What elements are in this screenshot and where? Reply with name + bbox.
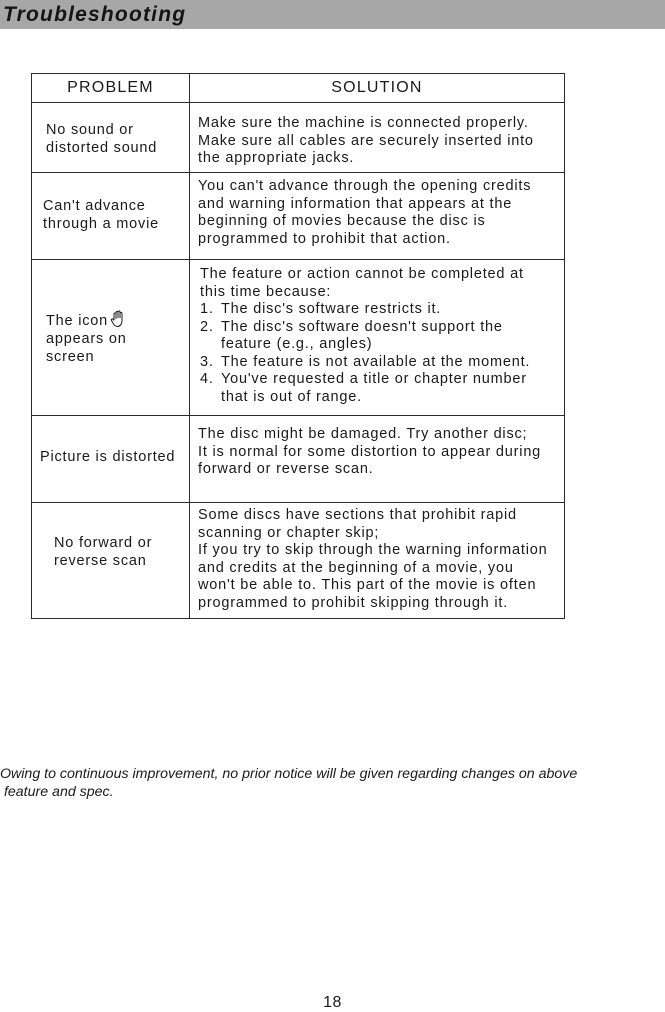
solution-text: forward or reverse scan. — [198, 461, 374, 477]
problem-text: No forward or — [54, 535, 153, 551]
table-row — [32, 503, 565, 619]
problem-cell — [32, 260, 190, 416]
column-header-problem: PROBLEM — [32, 74, 190, 103]
problem-text: Can't advance — [43, 198, 146, 214]
list-item: 3. The feature is not available at the moment. — [200, 353, 531, 370]
problem-text: No sound or — [46, 122, 134, 138]
problem-text: through a movie — [43, 216, 159, 232]
troubleshooting-table — [31, 73, 565, 619]
header-bar — [0, 0, 665, 29]
solution-text: Make sure all cables are securely inserted into — [198, 132, 534, 149]
solution-cell — [190, 503, 565, 619]
solution-text: Make sure the machine is connected properly. — [198, 115, 529, 131]
solution-text: scanning or chapter skip; — [198, 524, 380, 541]
solution-text: won't be able to. This part of the movie is often — [198, 577, 537, 593]
solution-text: the appropriate jacks. — [198, 150, 355, 166]
solution-cell — [190, 260, 565, 416]
list-item: 1. The disc's software restricts it. — [200, 301, 442, 317]
solution-text: If you try to skip through the warning information — [198, 542, 548, 558]
solution-text: It is normal for some distortion to appear during — [198, 443, 542, 460]
footnote-line: feature and spec. — [0, 784, 114, 800]
solution-text: You can't advance through the opening credits — [198, 178, 532, 194]
problem-cell — [32, 173, 190, 260]
problem-text: reverse scan — [54, 553, 147, 569]
solution-cell — [190, 103, 565, 173]
table-row — [32, 103, 565, 173]
problem-cell — [32, 103, 190, 173]
column-header-solution: SOLUTION — [190, 74, 565, 103]
solution-text: The feature or action cannot be completed at — [200, 266, 524, 282]
table-row — [32, 173, 565, 260]
solution-text: programmed to prohibit skipping through it. — [198, 594, 509, 611]
solution-text: The disc might be damaged. Try another disc; — [198, 426, 528, 442]
problem-cell — [32, 416, 190, 503]
list-item: 2. The disc's software doesn't support the feature (e.g., angles) — [200, 318, 503, 352]
page-number: 18 — [323, 994, 342, 1011]
solution-text: this time because: — [200, 283, 332, 300]
solution-text: beginning of movies because the disc is — [198, 213, 486, 229]
raised-hand-icon — [110, 310, 126, 328]
list-item: 4. You've requested a title or chapter number that is out of range. — [200, 371, 527, 405]
solution-text: Some discs have sections that prohibit rapid — [198, 507, 517, 523]
solution-text: programmed to prohibit that action. — [198, 230, 451, 247]
footnote — [0, 765, 660, 801]
problem-text: distorted sound — [46, 140, 158, 156]
solution-text: and credits at the beginning of a movie, you — [198, 559, 514, 576]
solution-list — [200, 301, 564, 406]
problem-text: The icon — [46, 310, 127, 330]
problem-text: Picture is distorted — [40, 449, 176, 465]
problem-cell — [32, 503, 190, 619]
solution-cell — [190, 416, 565, 503]
solution-cell — [190, 173, 565, 260]
page-title: Troubleshooting — [3, 3, 187, 26]
problem-text: appears on — [46, 331, 127, 347]
solution-text: and warning information that appears at the — [198, 195, 513, 212]
table-header-row — [32, 74, 565, 103]
footnote-line: Owing to continuous improvement, no prior notice will be given regarding changes on above — [0, 766, 578, 782]
table-row — [32, 416, 565, 503]
table-row — [32, 260, 565, 416]
problem-text: screen — [46, 349, 95, 365]
